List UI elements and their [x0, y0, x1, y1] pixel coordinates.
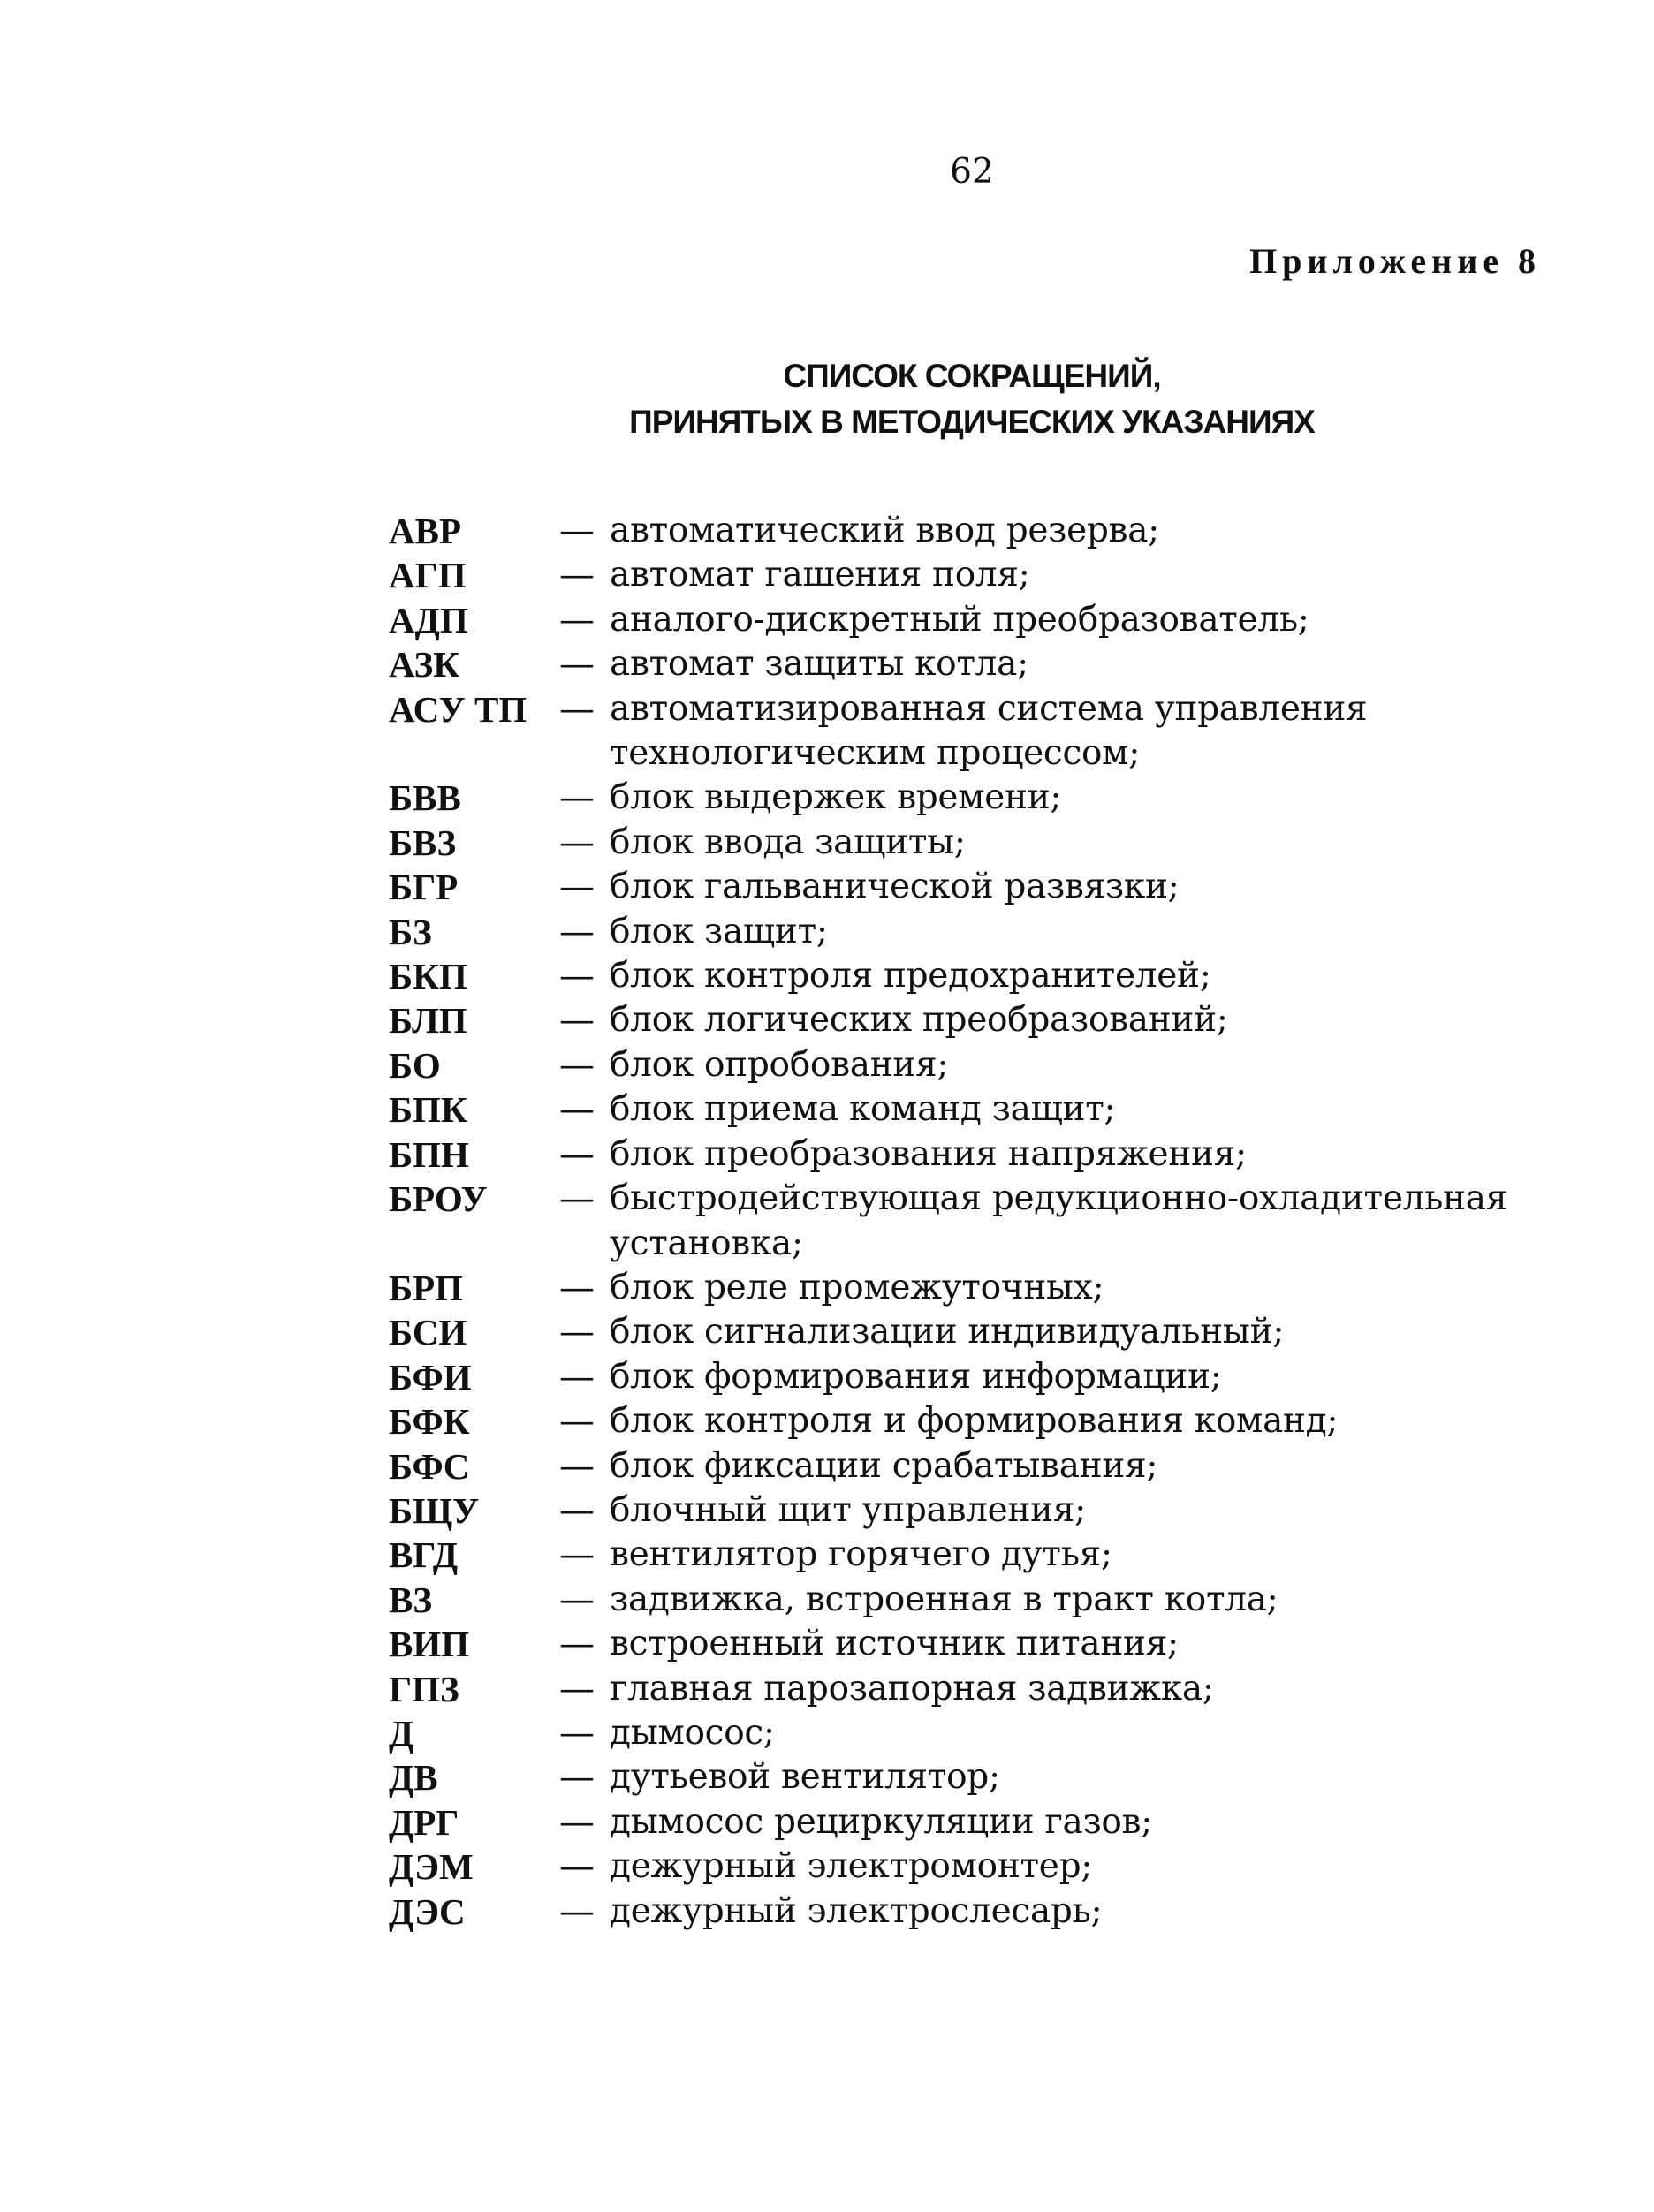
abbreviation-definition: автомат гашения поля;: [610, 555, 1030, 595]
abbreviation-row: [389, 1845, 1555, 1889]
abbreviation-code: БКП: [389, 956, 467, 997]
abbreviation-code: БПК: [389, 1089, 467, 1131]
abbreviation-dash: —: [559, 1178, 595, 1220]
page-number: 62: [950, 152, 994, 192]
abbreviation-row: [389, 1266, 1555, 1310]
abbreviation-code: БЛП: [389, 1000, 467, 1042]
document-title-line-1: СПИСОК СОКРАЩЕНИЙ,: [783, 358, 1161, 394]
abbreviation-code: БПН: [389, 1133, 469, 1175]
abbreviation-list: [389, 509, 1555, 1934]
abbreviation-definition: блок преобразования напряжения;: [610, 1133, 1247, 1174]
abbreviation-code: Д: [389, 1712, 414, 1754]
abbreviation-dash: —: [559, 1846, 595, 1888]
abbreviation-row: [389, 1622, 1555, 1666]
abbreviation-code: ГПЗ: [389, 1668, 459, 1709]
abbreviation-dash: —: [559, 911, 595, 952]
abbreviation-code: БВВ: [389, 777, 461, 819]
abbreviation-row: [389, 1890, 1555, 1934]
abbreviation-dash: —: [559, 1757, 595, 1799]
abbreviation-definition: быстродействующая редукционно-охладительная установка;: [610, 1178, 1507, 1263]
abbreviation-code: АДП: [389, 599, 468, 640]
abbreviation-row: [389, 598, 1555, 642]
abbreviation-row: [389, 910, 1555, 954]
abbreviation-code: БСИ: [389, 1312, 467, 1353]
abbreviation-code: ДЭМ: [389, 1846, 474, 1888]
abbreviation-definition: автоматизированная система управления технологическим процессом;: [610, 688, 1368, 774]
abbreviation-dash: —: [559, 1445, 595, 1487]
abbreviation-dash: —: [559, 1000, 595, 1042]
abbreviation-dash: —: [559, 822, 595, 863]
abbreviation-row: [389, 1444, 1555, 1489]
abbreviation-definition: блок опробования;: [610, 1044, 949, 1085]
abbreviation-dash: —: [559, 1044, 595, 1086]
abbreviation-dash: —: [559, 1089, 595, 1131]
abbreviation-definition: блок реле промежуточных;: [610, 1267, 1104, 1307]
abbreviation-dash: —: [559, 1890, 595, 1932]
abbreviation-row: [389, 1533, 1555, 1577]
abbreviation-definition: автомат защиты котла;: [610, 644, 1028, 685]
abbreviation-code: БГР: [389, 867, 459, 908]
abbreviation-code: ДРГ: [389, 1801, 459, 1843]
abbreviation-dash: —: [559, 1401, 595, 1443]
abbreviation-code: АГП: [389, 555, 467, 596]
abbreviation-code: БФК: [389, 1401, 470, 1443]
abbreviation-code: БФИ: [389, 1356, 472, 1398]
abbreviation-definition: блочный щит управления;: [610, 1489, 1086, 1530]
abbreviation-definition: задвижка, встроенная в тракт котла;: [610, 1579, 1278, 1619]
abbreviation-row: [389, 1755, 1555, 1799]
abbreviation-code: БО: [389, 1044, 441, 1086]
abbreviation-definition: дежурный электрослесарь;: [610, 1890, 1103, 1931]
appendix-label: Приложение 8: [1249, 241, 1541, 281]
abbreviation-definition: дымосос;: [610, 1712, 775, 1753]
abbreviation-definition: блок выдержек времени;: [610, 777, 1062, 818]
abbreviation-dash: —: [559, 1133, 595, 1175]
abbreviation-row: [389, 865, 1555, 909]
abbreviation-definition: автоматический ввод резерва;: [610, 511, 1159, 550]
abbreviation-row: [389, 954, 1555, 998]
abbreviation-dash: —: [559, 1668, 595, 1709]
abbreviation-code: ДВ: [389, 1757, 438, 1799]
abbreviation-code: АЗК: [389, 644, 459, 686]
abbreviation-dash: —: [559, 599, 595, 640]
abbreviation-dash: —: [559, 1801, 595, 1843]
abbreviation-row: [389, 1310, 1555, 1354]
abbreviation-dash: —: [559, 1579, 595, 1620]
abbreviation-code: БФС: [389, 1445, 470, 1487]
abbreviation-definition: вентилятор горячего дутья;: [610, 1534, 1112, 1575]
abbreviation-row: [389, 821, 1555, 865]
abbreviation-row: [389, 1177, 1555, 1266]
abbreviation-definition: блок контроля и формирования команд;: [610, 1401, 1339, 1442]
abbreviation-definition: блок сигнализации индивидуальный;: [610, 1312, 1285, 1352]
abbreviation-code: БЩУ: [389, 1489, 480, 1531]
abbreviation-dash: —: [559, 511, 595, 551]
abbreviation-definition: аналого-дискретный преобразователь;: [610, 599, 1309, 640]
abbreviation-dash: —: [559, 1356, 595, 1398]
abbreviation-definition: блок фиксации срабатывания;: [610, 1445, 1158, 1486]
abbreviation-row: [389, 1578, 1555, 1622]
abbreviation-row: [389, 1489, 1555, 1533]
abbreviation-definition: дутьевой вентилятор;: [610, 1757, 1000, 1798]
abbreviation-dash: —: [559, 1312, 595, 1353]
abbreviation-definition: блок защит;: [610, 911, 828, 951]
abbreviation-definition: блок логических преобразований;: [610, 1000, 1228, 1041]
abbreviation-row: [389, 1355, 1555, 1399]
abbreviation-definition: главная парозапорная задвижка;: [610, 1668, 1214, 1708]
abbreviation-row: [389, 776, 1555, 820]
abbreviation-definition: блок контроля предохранителей;: [610, 956, 1211, 996]
abbreviation-code: АВР: [389, 511, 461, 551]
abbreviation-row: [389, 1667, 1555, 1711]
abbreviation-definition: блок ввода защиты;: [610, 822, 966, 862]
abbreviation-row: [389, 687, 1555, 776]
abbreviation-row: [389, 553, 1555, 597]
abbreviation-row: [389, 998, 1555, 1042]
abbreviation-dash: —: [559, 1267, 595, 1308]
abbreviation-dash: —: [559, 1489, 595, 1531]
abbreviation-dash: —: [559, 1534, 595, 1576]
document-title: [0, 353, 1654, 445]
abbreviation-row: [389, 1399, 1555, 1443]
abbreviation-code: АСУ ТП: [389, 688, 527, 730]
abbreviation-dash: —: [559, 777, 595, 819]
abbreviation-definition: встроенный источник питания;: [610, 1624, 1179, 1664]
abbreviation-row: [389, 1043, 1555, 1087]
abbreviation-code: ВЗ: [389, 1579, 432, 1620]
abbreviation-row: [389, 642, 1555, 686]
abbreviation-row: [389, 1800, 1555, 1845]
abbreviation-definition: блок гальванической развязки;: [610, 867, 1180, 907]
abbreviation-row: [389, 1087, 1555, 1132]
abbreviation-definition: дымосос рециркуляции газов;: [610, 1801, 1153, 1842]
abbreviation-dash: —: [559, 956, 595, 997]
abbreviation-definition: блок формирования информации;: [610, 1356, 1222, 1397]
abbreviation-code: ВИП: [389, 1624, 470, 1665]
document-title-line-2: ПРИНЯТЫХ В МЕТОДИЧЕСКИХ УКАЗАНИЯХ: [629, 404, 1315, 440]
abbreviation-code: БРОУ: [389, 1178, 488, 1220]
abbreviation-dash: —: [559, 688, 595, 730]
abbreviation-code: БВЗ: [389, 822, 457, 863]
abbreviation-dash: —: [559, 1624, 595, 1665]
abbreviation-code: БРП: [389, 1267, 464, 1308]
abbreviation-definition: дежурный электромонтер;: [610, 1846, 1093, 1887]
abbreviation-row: [389, 1711, 1555, 1755]
abbreviation-code: ДЭС: [389, 1890, 466, 1932]
abbreviation-dash: —: [559, 867, 595, 908]
abbreviation-definition: блок приема команд защит;: [610, 1089, 1116, 1130]
abbreviation-row: [389, 1133, 1555, 1177]
abbreviation-dash: —: [559, 644, 595, 686]
abbreviation-code: ВГД: [389, 1534, 459, 1576]
abbreviation-row: [389, 509, 1555, 553]
abbreviation-dash: —: [559, 555, 595, 596]
abbreviation-code: БЗ: [389, 911, 432, 952]
abbreviation-dash: —: [559, 1712, 595, 1754]
